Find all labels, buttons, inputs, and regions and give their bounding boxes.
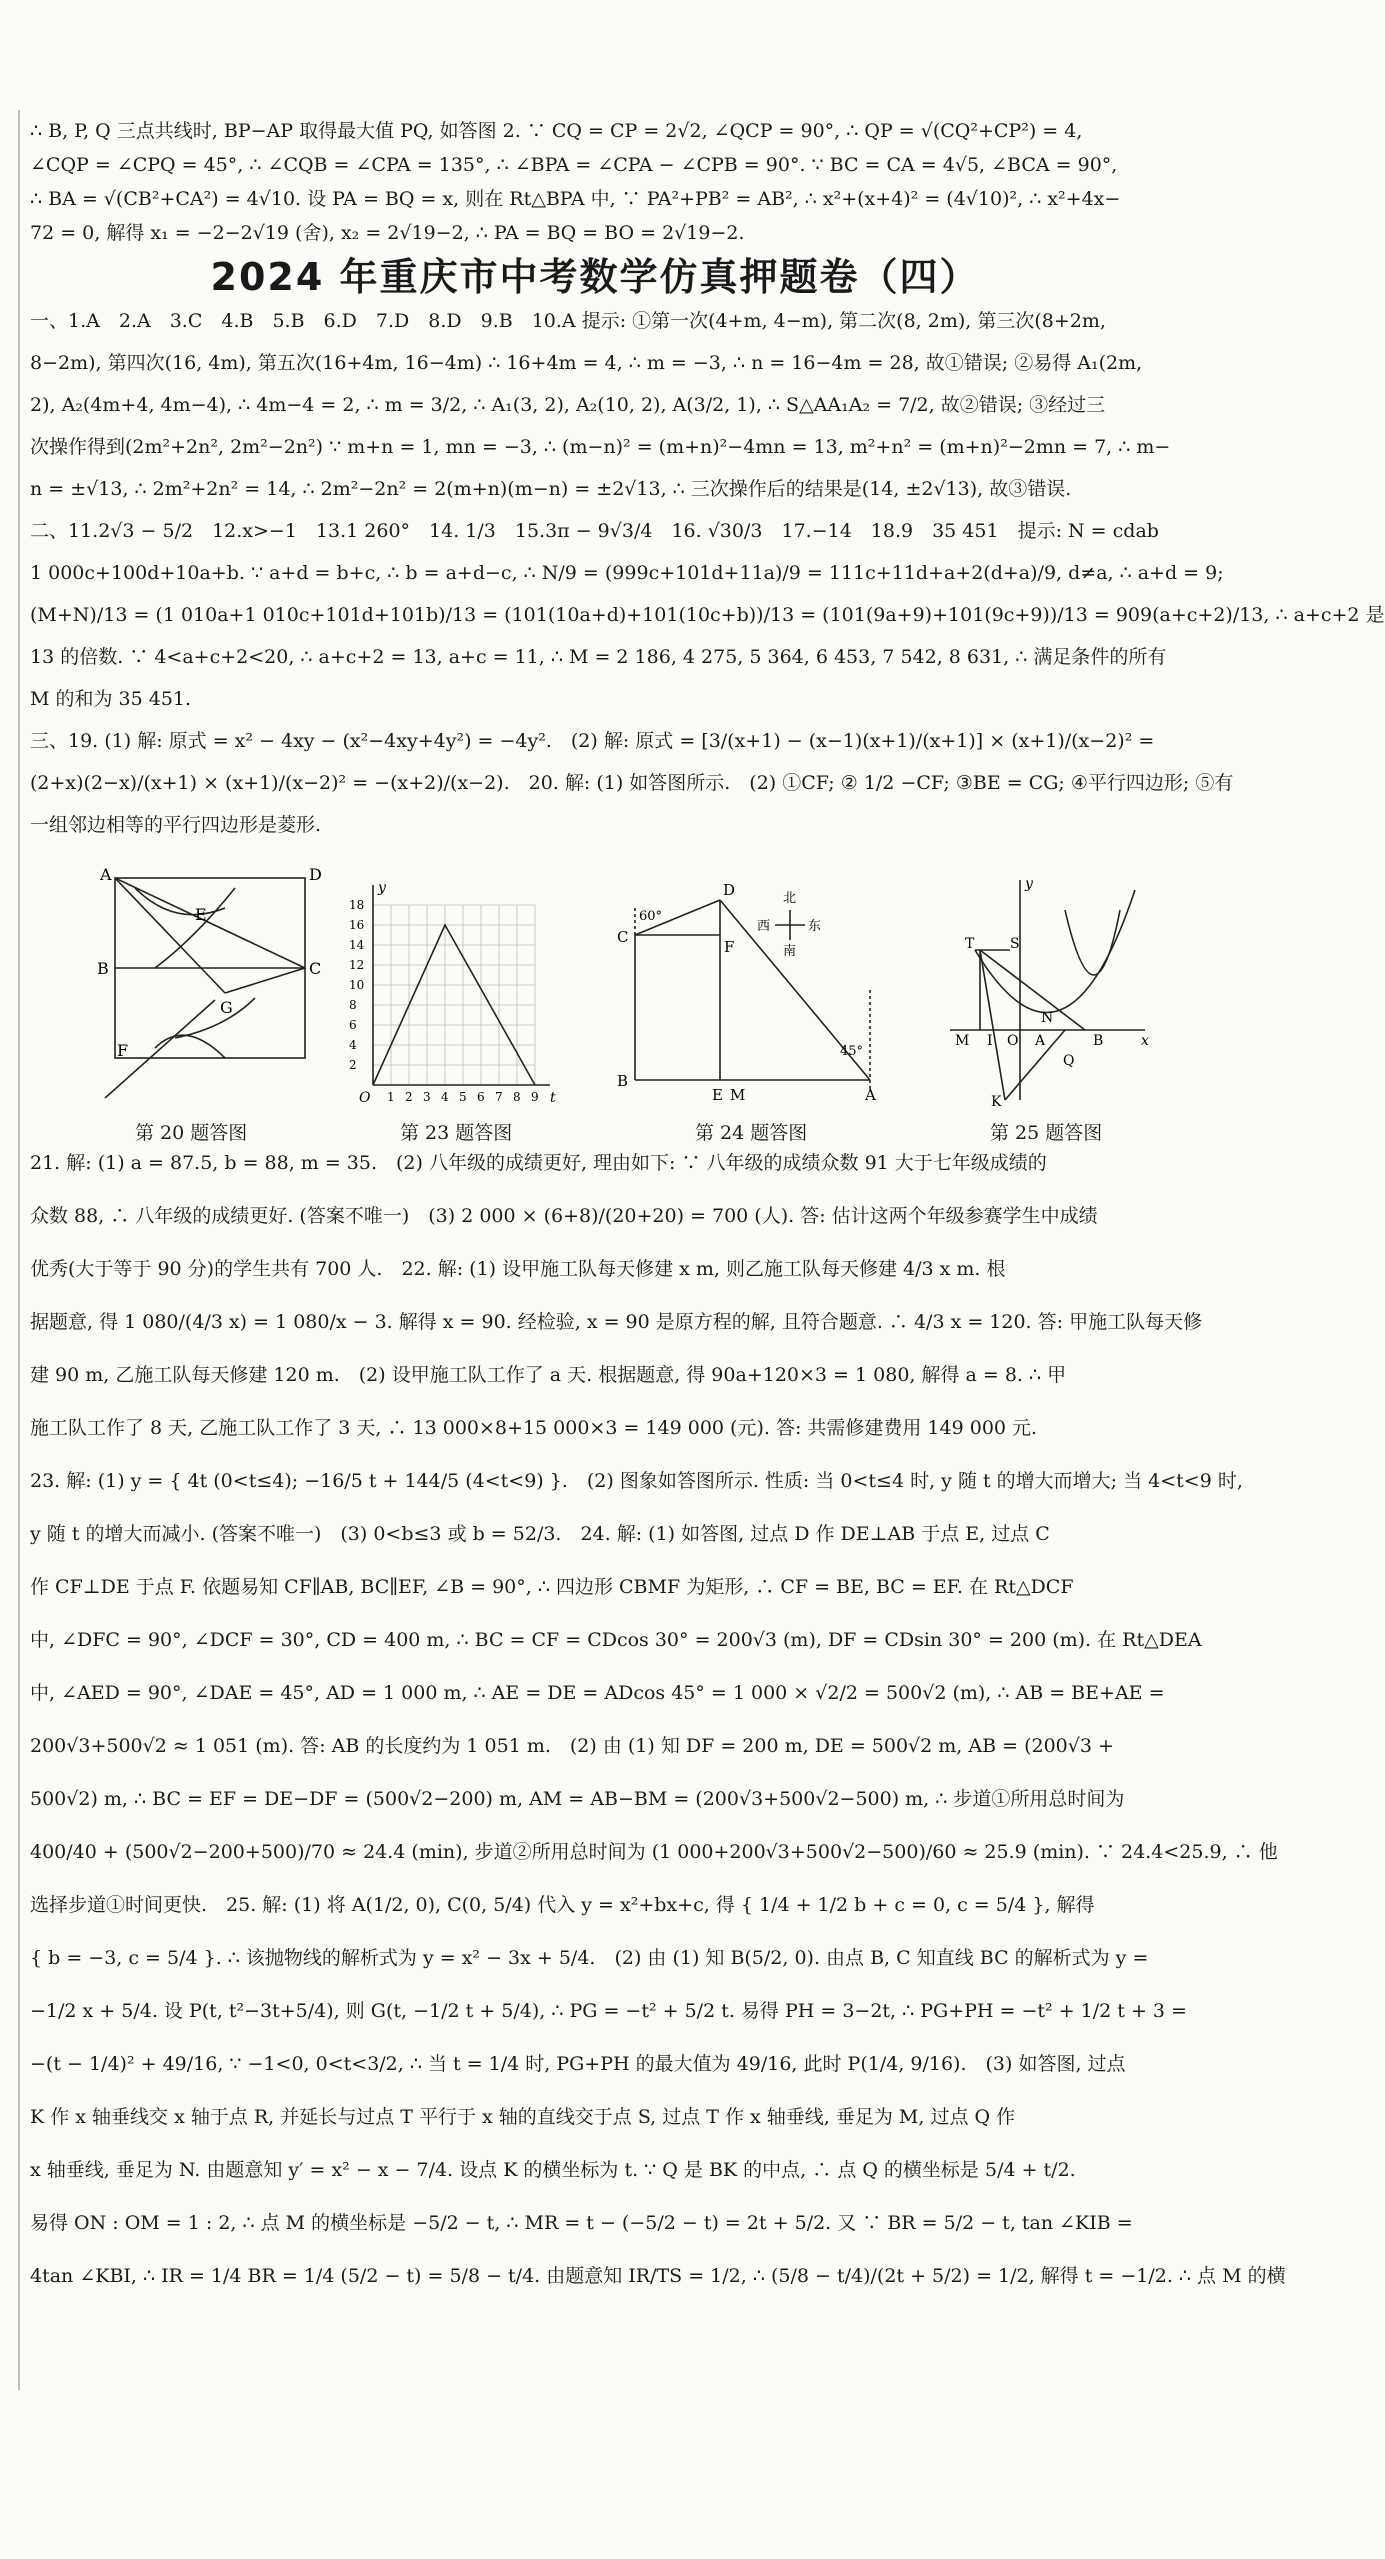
text-line: 一组邻边相等的平行四边形是菱形.	[30, 814, 322, 836]
fig25-label-a: A	[1035, 1033, 1046, 1049]
fig24-label-m: M	[730, 1086, 746, 1104]
text-line: ∴ B, P, Q 三点共线时, BP−AP 取得最大值 PQ, 如答图 2. ∵ CQ = CP = 2√2, ∠QCP = 90°, ∴ QP = √(CQ²+CP²) = 4,	[30, 120, 1083, 142]
text-line: x 轴垂线, 垂足为 N. 由题意知 y′ = x² − x − 7/4. 设点 K 的横坐标为 t. ∵ Q 是 BK 的中点, ∴ 点 Q 的横坐标是 5/4 + t/2.	[30, 2159, 1076, 2181]
text-line: 72 = 0, 解得 x₁ = −2−2√19 (舍), x₂ = 2√19−2, ∴ PA = BQ = BO = 2√19−2.	[30, 222, 745, 244]
fig24-south: 南	[783, 944, 797, 959]
fig23-origin: O	[359, 1090, 371, 1106]
text-line: 500√2) m, ∴ BC = EF = DE−DF = (500√2−200) m, AM = AB−BM = (200√3+500√2−500) m, ∴ 步道①所用总时间为	[30, 1788, 1125, 1810]
text-line: 优秀(大于等于 90 分)的学生共有 700 人. 22. 解: (1) 设甲施工队每天修建 x m, 则乙施工队每天修建 4/3 x m. 根	[30, 1258, 1006, 1280]
figure-23-graph	[345, 880, 565, 1110]
fig24-east: 东	[808, 919, 822, 934]
fig20-label-e: E	[195, 905, 207, 924]
text-line: 200√3+500√2 ≈ 1 051 (m). 答: AB 的长度约为 1 051 m. (2) 由 (1) 知 DF = 200 m, DE = 500√2 m, AB = (200√3 +	[30, 1735, 1114, 1757]
fig23-xtick: 2	[405, 1090, 413, 1104]
text-line: ∠CQP = ∠CPQ = 45°, ∴ ∠CQB = ∠CPA = 135°, ∴ ∠BPA = ∠CPA − ∠CPB = 90°. ∵ BC = CA = 4√5, ∠BCA = 90°,	[30, 154, 1118, 176]
margin-rule	[18, 110, 20, 2390]
text-line: 中, ∠AED = 90°, ∠DAE = 45°, AD = 1 000 m, ∴ AE = DE = ADcos 45° = 1 000 × √2/2 = 500√2 (m), ∴ AB = BE+AE =	[30, 1682, 1165, 1704]
fig24-label-b: B	[617, 1072, 629, 1090]
fig23-ytick: 2	[349, 1058, 357, 1072]
fig24-angle-60: 60°	[639, 909, 663, 924]
fig25-label-b: B	[1093, 1033, 1104, 1049]
fig20-label-b: B	[97, 959, 109, 978]
caption-fig20: 第 20 题答图	[135, 1122, 248, 1144]
fig20-label-a: A	[100, 865, 112, 884]
fig23-ytick: 10	[349, 978, 365, 992]
fig25-label-x: x	[1141, 1033, 1149, 1049]
caption-fig23: 第 23 题答图	[400, 1122, 513, 1144]
text-line: −(t − 1/4)² + 49/16, ∵ −1<0, 0<t<3/2, ∴ 当 t = 1/4 时, PG+PH 的最大值为 49/16, 此时 P(1/4, 9/16). (3) 如答图, 过点	[30, 2053, 1126, 2075]
text-line: 2), A₂(4m+4, 4m−4), ∴ 4m−4 = 2, ∴ m = 3/2, ∴ A₁(3, 2), A₂(10, 2), A(3/2, 1), ∴ S△AA₁A₂ = 7/2, 故②错误; ③经过三	[30, 394, 1106, 416]
figure-25	[945, 870, 1155, 1110]
fig25-label-y: y	[1025, 876, 1033, 892]
fig24-west: 西	[757, 919, 771, 934]
fig23-ytick: 18	[349, 898, 365, 912]
text-line: { b = −3, c = 5/4 }. ∴ 该抛物线的解析式为 y = x² − 3x + 5/4. (2) 由 (1) 知 B(5/2, 0). 由点 B, C 知直线 BC 的解析式为 y =	[30, 1947, 1149, 1969]
fig25-label-n: N	[1041, 1010, 1054, 1026]
fig23-xtick: 9	[531, 1090, 539, 1104]
fig25-label-m: M	[955, 1033, 970, 1049]
text-line: 施工队工作了 8 天, 乙施工队工作了 3 天, ∴ 13 000×8+15 000×3 = 149 000 (元). 答: 共需修建费用 149 000 元.	[30, 1417, 1038, 1439]
fig20-label-g: G	[220, 998, 233, 1017]
text-line: 众数 88, ∴ 八年级的成绩更好. (答案不唯一) (3) 2 000 × (6+8)/(20+20) = 700 (人). 答: 估计这两个年级参赛学生中成绩	[30, 1205, 1098, 1227]
figure-20	[95, 865, 325, 1108]
text-line: 作 CF⊥DE 于点 F. 依题易知 CF∥AB, BC∥EF, ∠B = 90°, ∴ 四边形 CBMF 为矩形, ∴ CF = BE, BC = EF. 在 Rt△DCF	[30, 1576, 1074, 1598]
fig23-ytick: 4	[349, 1038, 357, 1052]
fig25-label-i: I	[987, 1033, 993, 1049]
text-line: 次操作得到(2m²+2n², 2m²−2n²) ∵ m+n = 1, mn = −3, ∴ (m−n)² = (m+n)²−4mn = 13, m²+n² = (m+n)²−2mn = 7, ∴ m−	[30, 436, 1171, 458]
fig20-label-f: F	[117, 1041, 129, 1060]
fig24-label-d: D	[723, 881, 736, 899]
fig24-angle-45: 45°	[840, 1044, 864, 1059]
fig25-label-q: Q	[1063, 1053, 1075, 1069]
text-line: 21. 解: (1) a = 87.5, b = 88, m = 35. (2) 八年级的成绩更好, 理由如下: ∵ 八年级的成绩众数 91 大于七年级成绩的	[30, 1152, 1047, 1174]
fig23-ytick: 8	[349, 998, 357, 1012]
text-line: 二、11.2√3 − 5/2 12.x>−1 13.1 260° 14. 1/3 15.3π − 9√3/4 16. √30/3 17.−14 18.9 35 451 提示: N = cdab	[30, 520, 1159, 542]
fig24-label-c: C	[617, 928, 629, 946]
fig23-ytick: 16	[349, 918, 365, 932]
fig23-ytick: 6	[349, 1018, 357, 1032]
fig20-label-c: C	[309, 959, 322, 978]
text-line: −1/2 x + 5/4. 设 P(t, t²−3t+5/4), 则 G(t, −1/2 t + 5/4), ∴ PG = −t² + 5/2 t. 易得 PH = 3−2t, ∴ PG+PH = −t² + 1/2 t + 3 =	[30, 2000, 1187, 2022]
fig23-xtick: 6	[477, 1090, 485, 1104]
fig23-ytick: 14	[349, 938, 365, 952]
fig25-label-k: K	[991, 1094, 1002, 1110]
fig23-xtick: 8	[513, 1090, 521, 1104]
text-line: 一、1.A 2.A 3.C 4.B 5.B 6.D 7.D 8.D 9.B 10.A 提示: ①第一次(4+m, 4−m), 第二次(8, 2m), 第三次(8+2m,	[30, 310, 1106, 332]
fig23-xlabel: t	[550, 1090, 556, 1106]
fig20-label-d: D	[309, 865, 322, 884]
text-line: 据题意, 得 1 080/(4/3 x) = 1 080/x − 3. 解得 x = 90. 经检验, x = 90 是原方程的解, 且符合题意. ∴ 4/3 x = 120. 答: 甲施工队每天修	[30, 1311, 1203, 1333]
text-line: n = ±√13, ∴ 2m²+2n² = 14, ∴ 2m²−2n² = 2(m+n)(m−n) = ±2√13, ∴ 三次操作后的结果是(14, ±2√13), 故③错误.	[30, 478, 1072, 500]
fig23-xtick: 5	[459, 1090, 467, 1104]
fig23-xtick: 1	[387, 1090, 395, 1104]
text-line: 13 的倍数. ∵ 4<a+c+2<20, ∴ a+c+2 = 13, a+c = 11, ∴ M = 2 186, 4 275, 5 364, 6 453, 7 542, 8 631, ∴ 满足条件的所有	[30, 646, 1167, 668]
figure-24	[615, 880, 895, 1105]
text-line: 400/40 + (500√2−200+500)/70 ≈ 24.4 (min), 步道②所用总时间为 (1 000+200√3+500√2−500)/60 ≈ 25.9 (min). ∵ 24.4<25.9, ∴ 他	[30, 1841, 1278, 1863]
fig24-north: 北	[783, 891, 797, 906]
text-line: y 随 t 的增大而减小. (答案不唯一) (3) 0<b≤3 或 b = 52/3. 24. 解: (1) 如答图, 过点 D 作 DE⊥AB 于点 E, 过点 C	[30, 1523, 1050, 1545]
text-line: 三、19. (1) 解: 原式 = x² − 4xy − (x²−4xy+4y²) = −4y². (2) 解: 原式 = [3/(x+1) − (x−1)(x+1)/(x+1)] × (x+1)/(x−2)² =	[30, 730, 1155, 752]
fig25-label-o: O	[1007, 1033, 1019, 1049]
text-line: K 作 x 轴垂线交 x 轴于点 R, 并延长与过点 T 平行于 x 轴的直线交于点 S, 过点 T 作 x 轴垂线, 垂足为 M, 过点 Q 作	[30, 2106, 1016, 2128]
text-line: 建 90 m, 乙施工队每天修建 120 m. (2) 设甲施工队工作了 a 天. 根据题意, 得 90a+120×3 = 1 080, 解得 a = 8. ∴ 甲	[30, 1364, 1067, 1386]
text-line: 4tan ∠KBI, ∴ IR = 1/4 BR = 1/4 (5/2 − t) = 5/8 − t/4. 由题意知 IR/TS = 1/2, ∴ (5/8 − t/4)/(2t + 5/2) = 1/2, 解得 t = −1/2. ∴ 点 M 的横	[30, 2265, 1286, 2287]
fig24-label-a: A	[865, 1086, 876, 1104]
fig23-xtick: 7	[495, 1090, 503, 1104]
text-line: 8−2m), 第四次(16, 4m), 第五次(16+4m, 16−4m) ∴ 16+4m = 4, ∴ m = −3, ∴ n = 16−4m = 28, 故①错误; ②易得 A₁(2m,	[30, 352, 1143, 374]
fig24-label-f: F	[724, 938, 735, 956]
fig23-ytick: 12	[349, 958, 365, 972]
text-line: 1 000c+100d+10a+b. ∵ a+d = b+c, ∴ b = a+d−c, ∴ N/9 = (999c+101d+11a)/9 = 111c+11d+a+2(d+a)/9, d≠a, ∴ a+d = 9;	[30, 562, 1224, 584]
text-line: 中, ∠DFC = 90°, ∠DCF = 30°, CD = 400 m, ∴ BC = CF = CDcos 30° = 200√3 (m), DF = CDsin 30° = 200 (m). 在 Rt△DEA	[30, 1629, 1202, 1651]
fig23-xtick: 3	[423, 1090, 431, 1104]
caption-fig24: 第 24 题答图	[695, 1122, 808, 1144]
text-line: (M+N)/13 = (1 010a+1 010c+101d+101b)/13 = (101(10a+d)+101(10c+b))/13 = (101(9a+9)+101(9c+9))/13 = 909(a+c+2)/13, ∴ a+c+2 是	[30, 604, 1385, 626]
text-line: ∴ BA = √(CB²+CA²) = 4√10. 设 PA = BQ = x, 则在 Rt△BPA 中, ∵ PA²+PB² = AB², ∴ x²+(x+4)² = (4√10)², ∴ x²+4x−	[30, 188, 1121, 210]
fig25-label-s: S	[1010, 936, 1020, 952]
exam-title: 2024 年重庆市中考数学仿真押题卷（四）	[210, 255, 980, 299]
fig23-ylabel: y	[378, 880, 386, 896]
caption-fig25: 第 25 题答图	[990, 1122, 1103, 1144]
fig24-label-e: E	[712, 1086, 723, 1104]
fig23-xtick: 4	[441, 1090, 449, 1104]
fig25-label-t: T	[965, 936, 975, 952]
text-line: (2+x)(2−x)/(x+1) × (x+1)/(x−2)² = −(x+2)/(x−2). 20. 解: (1) 如答图所示. (2) ①CF; ② 1/2 −CF; ③BE = CG; ④平行四边形; ⑤有	[30, 772, 1234, 794]
text-line: 选择步道①时间更快. 25. 解: (1) 将 A(1/2, 0), C(0, 5/4) 代入 y = x²+bx+c, 得 { 1/4 + 1/2 b + c = 0, c = 5/4 }, 解得	[30, 1894, 1095, 1916]
text-line: 易得 ON : OM = 1 : 2, ∴ 点 M 的横坐标是 −5/2 − t, ∴ MR = t − (−5/2 − t) = 2t + 5/2. 又 ∵ BR = 5/2 − t, tan ∠KIB =	[30, 2212, 1133, 2234]
text-line: M 的和为 35 451.	[30, 688, 192, 710]
text-line: 23. 解: (1) y = { 4t (0<t≤4); −16/5 t + 144/5 (4<t<9) }. (2) 图象如答图所示. 性质: 当 0<t≤4 时, y 随 t 的增大而增大; 当 4<t<9 时,	[30, 1470, 1243, 1492]
